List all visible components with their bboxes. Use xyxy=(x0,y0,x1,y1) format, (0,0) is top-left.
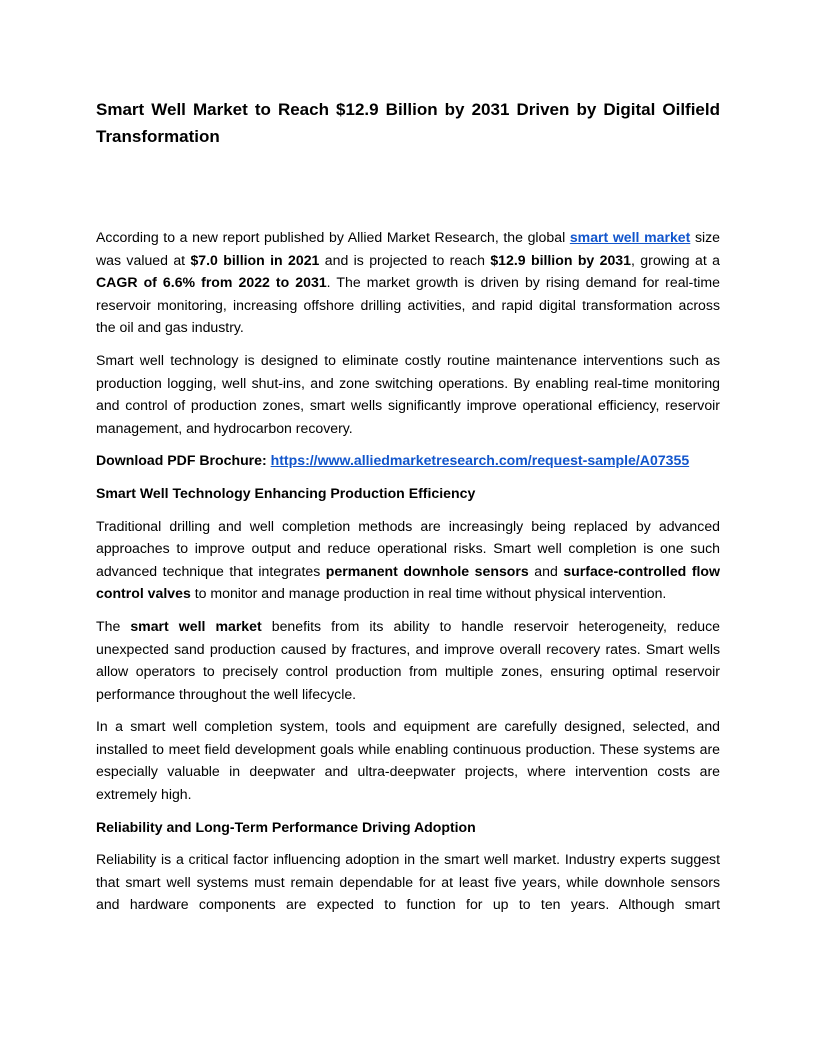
market-value-2021: $7.0 billion in 2021 xyxy=(190,251,320,268)
completion-system-paragraph: In a smart well completion system, tools and equipment are carefully designed, selected, and installed to meet field development goals while enabling continuous production. These systems are especially valuable in deepwater and ultra-deepwater projects, where intervention costs are extremely high. xyxy=(96,718,720,803)
market-value-2031: $12.9 billion by 2031 xyxy=(490,251,631,268)
completion-paragraph xyxy=(96,515,720,605)
brochure-link[interactable]: https://www.alliedmarketresearch.com/request-sample/A07355 xyxy=(270,452,690,469)
valves-term: surface-controlled flow control valves xyxy=(96,562,720,602)
brochure-label: Download PDF Brochure: xyxy=(96,452,271,469)
benefits-paragraph xyxy=(96,615,720,705)
text-segment: According to a new report published by Allied Market Research, the global xyxy=(96,229,570,245)
text-segment: and xyxy=(528,562,564,579)
text-segment: size was valued at xyxy=(96,229,721,268)
intro-paragraph xyxy=(96,226,720,339)
section-heading-efficiency: Smart Well Technology Enhancing Production Efficiency xyxy=(96,484,476,501)
smart-well-market-term: smart well market xyxy=(130,617,262,634)
smart-well-market-link[interactable]: smart well market xyxy=(569,229,691,245)
sensors-term: permanent downhole sensors xyxy=(325,562,529,579)
text-segment: The xyxy=(96,617,131,634)
text-segment: Traditional drilling and well completion methods are increasingly being replaced by advanced approaches to improve output and reduce operational risks. Smart well completion is one such advanced technique that integrates xyxy=(96,517,720,579)
text-segment: benefits from its ability to handle reservoir heterogeneity, reduce unexpected sand production caused by fractures, and improve overall recovery rates. Smart wells allow operators to precisely control production from multiple zones, ensuring optimal reservoir performance throughout the well lifecycle. xyxy=(96,617,721,702)
cagr-value: CAGR of 6.6% from 2022 to 2031 xyxy=(96,274,327,291)
text-segment: , growing at a xyxy=(631,251,720,268)
reliability-paragraph: Reliability is a critical factor influencing adoption in the smart well market. Industry experts suggest that smart well systems must remain dependable for at least five years, while downhole sensors and hardware components are expected to function for up to ten years. Although smart xyxy=(96,851,720,913)
article-body xyxy=(96,226,720,926)
section-heading-reliability: Reliability and Long-Term Performance Driving Adoption xyxy=(96,818,476,835)
technology-paragraph: Smart well technology is designed to eliminate costly routine maintenance interventions such as production logging, well shut-ins, and zone switching operations. By enabling real-time monitoring and control of production zones, smart wells significantly improve operational efficiency, reservoir management, and hydrocarbon recovery. xyxy=(96,351,720,436)
article-title: Smart Well Market to Reach $12.9 Billion by 2031 Driven by Digital Oilfield Transformation xyxy=(96,100,720,146)
text-segment: . The market growth is driven by rising demand for real-time reservoir monitoring, increasing offshore drilling activities, and rapid digital transformation across the oil and gas industry. xyxy=(96,274,721,336)
text-segment: to monitor and manage production in real time without physical intervention. xyxy=(190,585,667,602)
brochure-line xyxy=(96,449,720,472)
text-segment: and is projected to reach xyxy=(319,251,491,268)
